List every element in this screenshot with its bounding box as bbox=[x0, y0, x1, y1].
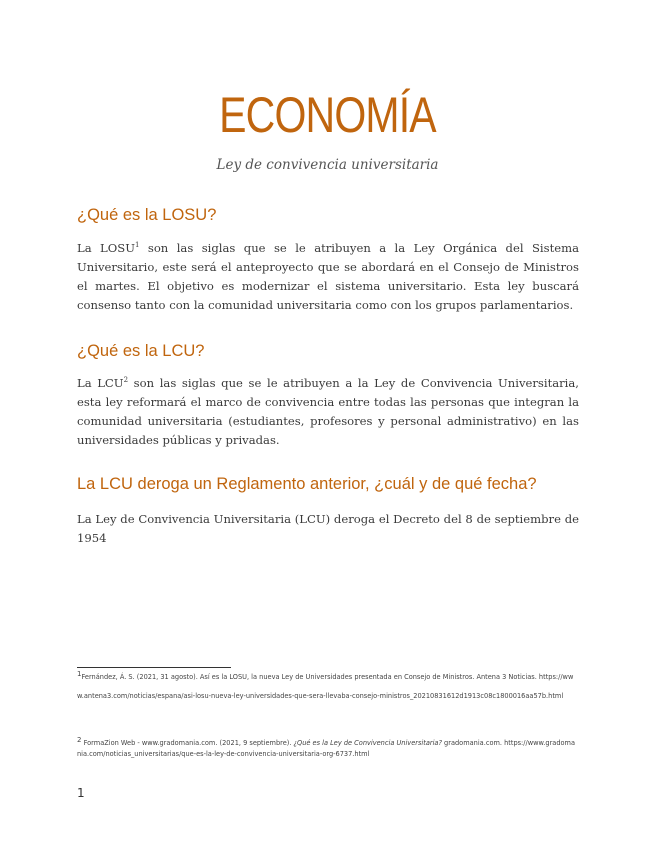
footnote-ref-1[interactable]: 1 bbox=[134, 241, 140, 250]
section-body-lcu: La LCU$^2$ son las siglas que se le atribuyen a la Ley de Convivencia Universitaria, esta ley reformará el marco de convivencia entre todas las personas que integran la comunidad universitaria (estudiantes, profesores y personal administrativo) en las universidades públicas y privadas. bbox=[77, 376, 579, 447]
footnote-ref-2[interactable]: 2 bbox=[123, 376, 129, 385]
page-subtitle: Ley de convivencia universitaria bbox=[216, 157, 439, 173]
section-body-losu: La LOSU$^1$ son las siglas que se le atribuyen a la Ley Orgánica del Sistema Universitario, este será el anteproyecto que se abordará en el Consejo de Ministros el martes. El objetivo es modernizar el sistema universitario. Esta ley buscará consenso tanto con la comunidad universitaria como con los grupos parlamentarios. bbox=[77, 241, 579, 312]
footnote-2: $^2$ FormaZion Web - www.gradomania.com. (2021, 9 septiembre). ¿Qué es la Ley de Convivencia Universitaria? gradomania.com. https://www.gradomania.com/noticias_universitarias/que-es-la-ley-de-convivencia-universitaria-org-6737.html bbox=[77, 735, 576, 758]
page-title: ECONOMÍA bbox=[219, 87, 436, 143]
section-heading-lcu: ¿Qué es la LCU? bbox=[77, 342, 205, 360]
section-heading-reglamento: La LCU deroga un Reglamento anterior, ¿cuál y de qué fecha? bbox=[77, 475, 537, 493]
page-number: 1 bbox=[77, 786, 85, 800]
section-body-reglamento: La Ley de Convivencia Universitaria (LCU) deroga el Decreto del 8 de septiembre de 1954 bbox=[77, 512, 579, 545]
footnote-1: $^1$Fernández, Á. S. (2021, 31 agosto). Así es la LOSU, la nueva Ley de Universidades presentada en Consejo de Ministros. Antena 3 Noticias. https://www.antena3.com/noticias/espana/asi-losu-nueva-ley-universidades-que-sera-llevaba-consejo-ministros_20210831612d1913c08c1800016aa57b.html bbox=[77, 669, 574, 700]
section-heading-losu: ¿Qué es la LOSU? bbox=[77, 206, 217, 224]
